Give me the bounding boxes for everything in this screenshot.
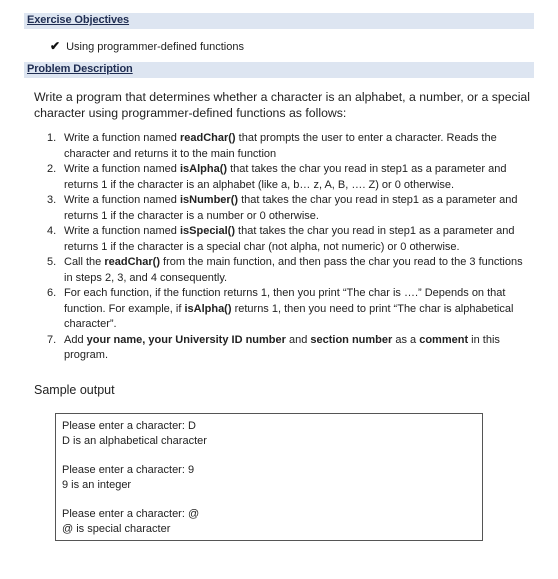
task-number: 3. [47, 194, 57, 206]
task-text: Add [64, 333, 87, 346]
task-text: that takes the char you read in step1 as a parameter and returns 1 if the character is an alphabet (like a, b… z, A, B, …. Z) or 0 otherwise. [64, 163, 507, 191]
task-number: 1. [47, 132, 57, 144]
task-number: 5. [47, 256, 57, 268]
objective-item [50, 39, 244, 53]
task-list [33, 131, 533, 364]
task-number: 6. [47, 287, 57, 299]
task-item [33, 333, 533, 364]
task-number: 4. [47, 225, 57, 237]
task-text: that takes the char you read in step1 as a parameter and returns 1 if the character is a special char (not alpha, not numeric) or 0 otherwise. [64, 225, 515, 253]
task-item [33, 224, 533, 255]
task-keyword: comment [419, 333, 469, 346]
sample-spacer [62, 449, 482, 463]
task-item [33, 162, 533, 193]
task-item [33, 193, 533, 224]
task-number: 2. [47, 163, 57, 175]
sample-output-line: @ is special character [62, 523, 171, 535]
task-keyword: isAlpha() [179, 163, 228, 175]
task-keyword: readChar() [179, 132, 236, 144]
sample-output-label: Sample output [34, 383, 115, 397]
checkmark-icon: ✔ [50, 39, 61, 53]
sample-spacer [62, 493, 482, 507]
sample-output-line: Please enter a character: @ [62, 508, 200, 520]
problem-heading-band [24, 62, 534, 78]
task-text: Write a function named [64, 225, 180, 237]
task-keyword: section number [310, 333, 393, 346]
task-text: from the main function, and then pass the char you read to the 3 functions in steps 2, 3, and 4 consequently. [64, 256, 523, 284]
task-text: returns 1, then you need to print “The char is alphabetical character”. [64, 302, 514, 330]
task-item [33, 131, 533, 162]
sample-output-box [55, 413, 483, 541]
objectives-heading: Exercise Objectives [27, 14, 130, 26]
task-text: Write a function named [64, 163, 180, 175]
task-keyword: isNumber() [179, 194, 239, 206]
task-text: that takes the char you read in step1 as a parameter and returns 1 if the character is a number or 0 otherwise. [64, 194, 518, 222]
objective-text: Using programmer-defined functions [66, 41, 244, 53]
task-text: Call the [64, 256, 105, 268]
task-text: and [285, 333, 311, 346]
task-text: Write a function named [64, 194, 180, 206]
task-item [33, 255, 533, 286]
task-text: as a [392, 333, 420, 346]
sample-output-line: 9 is an integer [62, 479, 132, 491]
objectives-heading-band [24, 13, 534, 29]
problem-intro: Write a program that determines whether a character is an alphabet, a number, or a special character using programmer-defined functions as follows: [34, 90, 531, 120]
sample-output-line: Please enter a character: 9 [62, 464, 195, 476]
problem-heading: Problem Description [27, 63, 133, 75]
task-number: 7. [47, 333, 57, 346]
task-keyword: isSpecial() [179, 225, 235, 237]
task-text: that prompts the user to enter a character. Reads the character and returns it to the main function [64, 132, 497, 160]
task-text: in this program. [64, 333, 500, 361]
task-item [33, 286, 533, 333]
sample-output-line: Please enter a character: D [62, 420, 196, 432]
task-text: For each function, if the function returns 1, then you print “The char is ….” Depends on that function. For example, if [64, 287, 506, 315]
task-keyword: your name, your University ID number [86, 333, 286, 346]
task-keyword: readChar() [104, 256, 160, 268]
task-keyword: isAlpha() [184, 302, 232, 315]
sample-output-line: D is an alphabetical character [62, 435, 207, 447]
task-text: Write a function named [64, 132, 180, 144]
